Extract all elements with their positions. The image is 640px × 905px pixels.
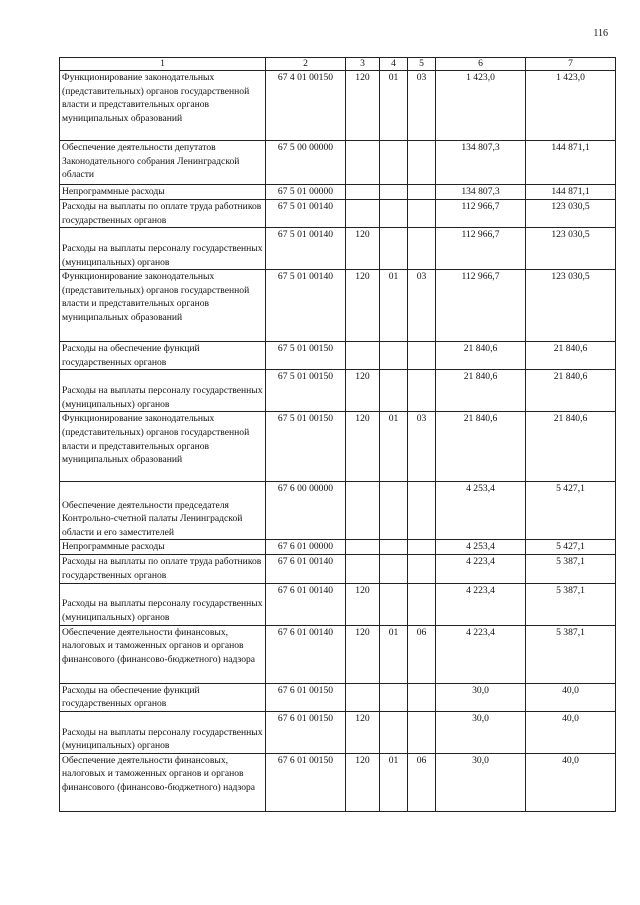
header-cell-3: 3 xyxy=(346,58,380,71)
table-row xyxy=(60,141,616,185)
row-code: 67 5 01 00140 xyxy=(266,270,346,342)
row-amount-2: 123 030,5 xyxy=(526,270,616,342)
row-rz xyxy=(380,482,408,540)
row-code: 67 6 01 00150 xyxy=(266,753,346,811)
row-amount-2: 5 387,1 xyxy=(526,583,616,625)
row-rz: 01 xyxy=(380,71,408,141)
row-amount-1: 21 840,6 xyxy=(436,412,526,482)
row-amount-2: 5 387,1 xyxy=(526,625,616,683)
row-code: 67 6 01 00000 xyxy=(266,540,346,555)
row-name: Функционирование законодательных (представительных) органов государственной власти и представительных органов муниципальных образований xyxy=(60,270,266,342)
row-amount-2: 5 387,1 xyxy=(526,555,616,583)
row-name: Функционирование законодательных (представительных) органов государственной власти и представительных органов муниципальных образований xyxy=(60,412,266,482)
table-row xyxy=(60,583,616,625)
table-row xyxy=(60,555,616,583)
row-vr: 120 xyxy=(346,71,380,141)
row-vr: 120 xyxy=(346,753,380,811)
row-amount-2: 40,0 xyxy=(526,711,616,753)
row-vr xyxy=(346,683,380,711)
row-rz xyxy=(380,228,408,270)
row-code: 67 5 01 00150 xyxy=(266,412,346,482)
table-row xyxy=(60,342,616,370)
row-vr xyxy=(346,200,380,228)
row-amount-1: 30,0 xyxy=(436,753,526,811)
row-code: 67 6 01 00140 xyxy=(266,583,346,625)
row-vr: 120 xyxy=(346,228,380,270)
row-amount-1: 4 253,4 xyxy=(436,482,526,540)
table-row xyxy=(60,540,616,555)
row-name: Расходы на выплаты по оплате труда работников государственных органов xyxy=(60,555,266,583)
row-code: 67 6 00 00000 xyxy=(266,482,346,540)
row-vr xyxy=(346,482,380,540)
row-amount-1: 134 807,3 xyxy=(436,185,526,200)
row-code: 67 5 01 00150 xyxy=(266,342,346,370)
row-pr xyxy=(408,141,436,185)
row-rz xyxy=(380,200,408,228)
row-amount-1: 112 966,7 xyxy=(436,270,526,342)
row-vr: 120 xyxy=(346,711,380,753)
row-amount-2: 123 030,5 xyxy=(526,228,616,270)
row-amount-1: 4 223,4 xyxy=(436,555,526,583)
row-code: 67 6 01 00150 xyxy=(266,683,346,711)
table-row xyxy=(60,370,616,412)
row-name: Расходы на обеспечение функций государственных органов xyxy=(60,683,266,711)
budget-table-wrapper xyxy=(59,57,616,812)
row-rz xyxy=(380,683,408,711)
row-rz xyxy=(380,540,408,555)
table-row xyxy=(60,228,616,270)
row-amount-1: 30,0 xyxy=(436,683,526,711)
header-cell-2: 2 xyxy=(266,58,346,71)
table-row xyxy=(60,412,616,482)
row-rz: 01 xyxy=(380,753,408,811)
row-rz xyxy=(380,342,408,370)
row-vr: 120 xyxy=(346,625,380,683)
row-vr: 120 xyxy=(346,412,380,482)
table-row xyxy=(60,200,616,228)
row-amount-1: 4 223,4 xyxy=(436,583,526,625)
row-vr: 120 xyxy=(346,583,380,625)
budget-table xyxy=(59,57,616,812)
row-rz: 01 xyxy=(380,412,408,482)
row-pr xyxy=(408,683,436,711)
row-amount-2: 21 840,6 xyxy=(526,342,616,370)
row-vr xyxy=(346,540,380,555)
row-amount-2: 21 840,6 xyxy=(526,370,616,412)
row-vr xyxy=(346,185,380,200)
row-name: Непрограммные расходы xyxy=(60,540,266,555)
row-amount-2: 1 423,0 xyxy=(526,71,616,141)
table-row xyxy=(60,711,616,753)
row-amount-2: 144 871,1 xyxy=(526,141,616,185)
table-row xyxy=(60,270,616,342)
row-pr xyxy=(408,711,436,753)
row-vr: 120 xyxy=(346,270,380,342)
row-code: 67 5 01 00140 xyxy=(266,200,346,228)
table-row xyxy=(60,185,616,200)
table-row xyxy=(60,71,616,141)
row-name: Непрограммные расходы xyxy=(60,185,266,200)
row-amount-2: 5 427,1 xyxy=(526,482,616,540)
row-amount-2: 40,0 xyxy=(526,683,616,711)
table-row xyxy=(60,683,616,711)
row-code: 67 5 01 00140 xyxy=(266,228,346,270)
row-code: 67 5 00 00000 xyxy=(266,141,346,185)
row-pr: 03 xyxy=(408,71,436,141)
header-cell-4: 4 xyxy=(380,58,408,71)
header-cell-1: 1 xyxy=(60,58,266,71)
header-row xyxy=(60,58,616,71)
row-rz: 01 xyxy=(380,270,408,342)
row-vr xyxy=(346,342,380,370)
row-pr: 06 xyxy=(408,625,436,683)
table-row xyxy=(60,625,616,683)
row-name: Расходы на выплаты персоналу государственных (муниципальных) органов xyxy=(60,370,266,412)
row-pr xyxy=(408,342,436,370)
row-pr xyxy=(408,185,436,200)
row-amount-1: 21 840,6 xyxy=(436,342,526,370)
row-amount-1: 4 223,4 xyxy=(436,625,526,683)
row-code: 67 6 01 00150 xyxy=(266,711,346,753)
row-pr: 03 xyxy=(408,412,436,482)
row-amount-2: 144 871,1 xyxy=(526,185,616,200)
row-rz xyxy=(380,555,408,583)
row-rz xyxy=(380,711,408,753)
row-pr xyxy=(408,228,436,270)
row-name: Обеспечение деятельности финансовых, налоговых и таможенных органов и органов финансового (финансово-бюджетного) надзора xyxy=(60,625,266,683)
row-name: Обеспечение деятельности депутатов Законодательного собрания Ленинградской области xyxy=(60,141,266,185)
row-code: 67 4 01 00150 xyxy=(266,71,346,141)
row-rz xyxy=(380,583,408,625)
row-amount-1: 21 840,6 xyxy=(436,370,526,412)
header-cell-7: 7 xyxy=(526,58,616,71)
row-amount-1: 30,0 xyxy=(436,711,526,753)
row-pr xyxy=(408,200,436,228)
row-vr xyxy=(346,555,380,583)
row-name: Расходы на выплаты персоналу государственных (муниципальных) органов xyxy=(60,228,266,270)
header-cell-5: 5 xyxy=(408,58,436,71)
row-pr: 06 xyxy=(408,753,436,811)
row-code: 67 5 01 00000 xyxy=(266,185,346,200)
row-code: 67 5 01 00150 xyxy=(266,370,346,412)
row-pr xyxy=(408,555,436,583)
row-code: 67 6 01 00140 xyxy=(266,555,346,583)
row-name: Обеспечение деятельности председателя Контрольно-счетной палаты Ленинградской области и его заместителей xyxy=(60,482,266,540)
table-row xyxy=(60,753,616,811)
row-name: Расходы на обеспечение функций государственных органов xyxy=(60,342,266,370)
row-amount-1: 112 966,7 xyxy=(436,228,526,270)
row-amount-2: 5 427,1 xyxy=(526,540,616,555)
row-pr xyxy=(408,540,436,555)
row-name: Обеспечение деятельности финансовых, налоговых и таможенных органов и органов финансового (финансово-бюджетного) надзора xyxy=(60,753,266,811)
row-pr xyxy=(408,583,436,625)
header-cell-6: 6 xyxy=(436,58,526,71)
row-amount-2: 40,0 xyxy=(526,753,616,811)
table-row xyxy=(60,482,616,540)
row-amount-2: 123 030,5 xyxy=(526,200,616,228)
row-name: Расходы на выплаты по оплате труда работников государственных органов xyxy=(60,200,266,228)
row-amount-1: 1 423,0 xyxy=(436,71,526,141)
row-pr xyxy=(408,482,436,540)
row-rz xyxy=(380,185,408,200)
row-amount-1: 4 253,4 xyxy=(436,540,526,555)
row-vr: 120 xyxy=(346,370,380,412)
row-pr xyxy=(408,370,436,412)
row-amount-1: 134 807,3 xyxy=(436,141,526,185)
row-rz xyxy=(380,370,408,412)
row-amount-1: 112 966,7 xyxy=(436,200,526,228)
row-rz xyxy=(380,141,408,185)
row-pr: 03 xyxy=(408,270,436,342)
row-amount-2: 21 840,6 xyxy=(526,412,616,482)
row-name: Функционирование законодательных (представительных) органов государственной власти и представительных органов муниципальных образований xyxy=(60,71,266,141)
row-name: Расходы на выплаты персоналу государственных (муниципальных) органов xyxy=(60,711,266,753)
row-vr xyxy=(346,141,380,185)
row-code: 67 6 01 00140 xyxy=(266,625,346,683)
row-name: Расходы на выплаты персоналу государственных (муниципальных) органов xyxy=(60,583,266,625)
page-number: 116 xyxy=(593,28,608,39)
row-rz: 01 xyxy=(380,625,408,683)
